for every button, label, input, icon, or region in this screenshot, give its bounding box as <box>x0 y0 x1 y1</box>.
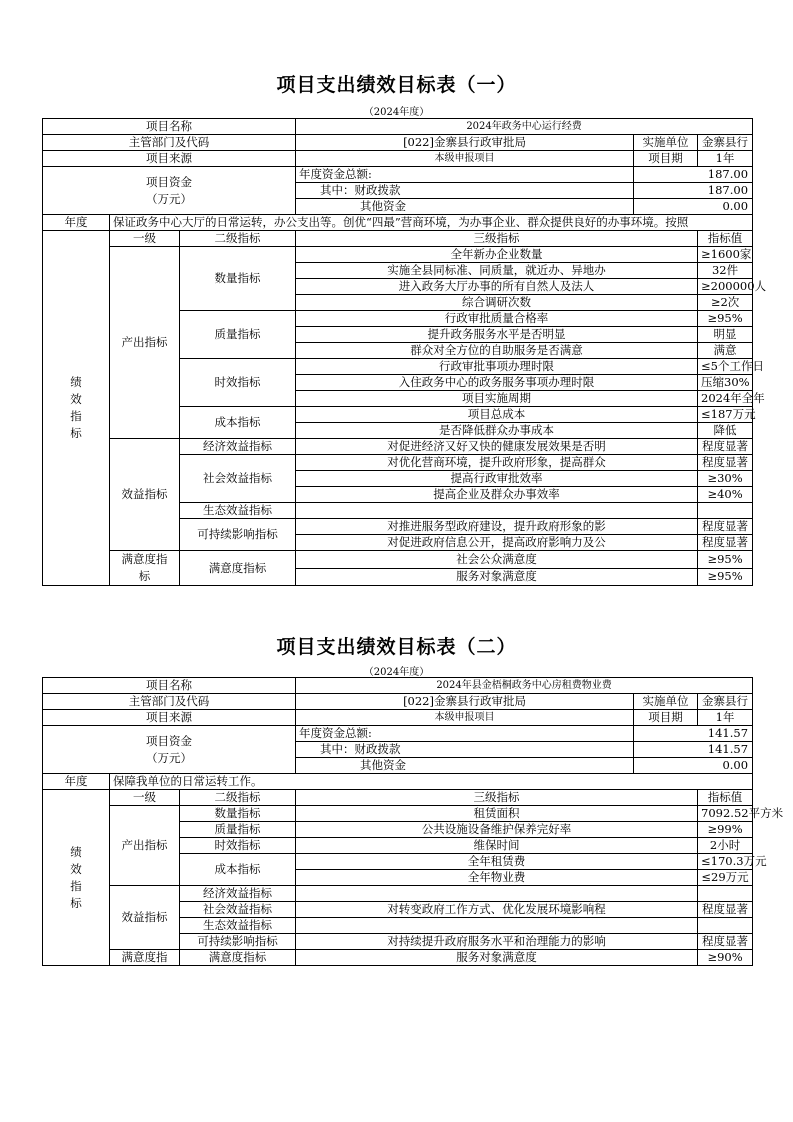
finance-value: 141.57 <box>634 742 753 758</box>
project-name-label: 项目名称 <box>43 119 296 135</box>
level1-output: 产出指标 <box>110 247 180 439</box>
period-value: 1年 <box>698 710 753 726</box>
indicator-value <box>698 918 753 934</box>
goal-label: 年度 <box>43 774 110 790</box>
table2 <box>42 677 784 966</box>
funds-label <box>43 167 296 215</box>
indicator <box>296 886 698 902</box>
total-value: 187.00 <box>634 167 753 183</box>
perf-label <box>43 231 110 586</box>
source-value: 本级申报项目 <box>296 151 634 167</box>
period-label: 项目期 <box>634 151 698 167</box>
indicator-value: 程度显著 <box>698 455 753 471</box>
perf-label-char: 标 <box>70 426 82 440</box>
table-row <box>43 886 753 902</box>
header-level2: 二级指标 <box>180 790 296 806</box>
perf-label <box>43 790 110 966</box>
level2-sustain: 可持续影响指标 <box>180 519 296 551</box>
indicator-value: 7092.52平方米 <box>698 806 753 822</box>
indicator-value: ≥95% <box>698 311 753 327</box>
perf-label-char: 指 <box>70 878 82 893</box>
indicator: 提高行政审批效率 <box>296 471 698 487</box>
other-label: 其他资金 <box>296 758 634 774</box>
table-row <box>43 151 753 167</box>
indicator-value: ≤29万元 <box>698 870 753 886</box>
indicator: 对推进服务型政府建设，提升政府形象的影 <box>296 519 698 535</box>
total-label: 年度资金总额: <box>296 726 634 742</box>
table-row <box>43 119 753 135</box>
indicator: 全年物业费 <box>296 870 698 886</box>
indicator-value: ≤170.3万元 <box>698 854 753 870</box>
level2-eco: 生态效益指标 <box>180 503 296 519</box>
level2-quantity: 数量指标 <box>180 247 296 311</box>
indicator-value: ≥1600家 <box>698 247 753 263</box>
level1-satisfaction-line1: 满意度指 <box>121 552 168 566</box>
impl-value: 金寨县行 <box>698 135 753 151</box>
table-row <box>43 231 753 247</box>
funds-label-line1: 项目资金 <box>146 733 193 748</box>
level1-satisfaction: 满意度指 <box>110 950 180 966</box>
indicator: 社会公众满意度 <box>296 551 698 569</box>
level2-econ: 经济效益指标 <box>180 439 296 455</box>
indicator-value: 降低 <box>698 423 753 439</box>
indicator: 综合调研次数 <box>296 295 698 311</box>
table1 <box>42 118 767 586</box>
indicator-value: ≥95% <box>698 568 753 586</box>
dept-value: [022]金寨县行政审批局 <box>296 135 634 151</box>
indicator-value: ≥2次 <box>698 295 753 311</box>
level2-eco: 生态效益指标 <box>180 918 296 934</box>
total-value: 141.57 <box>634 726 753 742</box>
indicator: 进入政务大厅办事的所有自然人及法人 <box>296 279 698 295</box>
level2-quality: 质量指标 <box>180 311 296 359</box>
level1-satisfaction <box>110 551 180 586</box>
other-value: 0.00 <box>634 199 753 215</box>
indicator: 租赁面积 <box>296 806 698 822</box>
header-level3: 三级指标 <box>296 790 698 806</box>
goal-text: 保障我单位的日常运转工作。 <box>110 774 753 790</box>
indicator-value: ≤187万元 <box>698 407 753 423</box>
indicator-value: ≥95% <box>698 551 753 569</box>
perf-label-char: 效 <box>70 392 82 406</box>
table-row <box>43 790 753 806</box>
indicator: 全年租赁费 <box>296 854 698 870</box>
header-level1: 一级 <box>110 231 180 247</box>
level2-quantity: 数量指标 <box>180 806 296 822</box>
indicator: 群众对全方位的自助服务是否满意 <box>296 343 698 359</box>
level2-social: 社会效益指标 <box>180 902 296 918</box>
level1-satisfaction-line2: 标 <box>138 569 151 583</box>
level2-cost: 成本指标 <box>180 407 296 439</box>
indicator: 实施全县同标准、同质量，就近办、异地办 <box>296 263 698 279</box>
finance-value: 187.00 <box>634 183 753 199</box>
funds-label <box>43 726 296 774</box>
indicator-value: ≤5个工作日 <box>698 359 753 375</box>
table-row <box>43 215 753 231</box>
dept-value: [022]金寨县行政审批局 <box>296 694 634 710</box>
indicator-value: ≥40% <box>698 487 753 503</box>
table-row <box>43 439 753 455</box>
finance-label: 其中：财政拨款 <box>296 742 634 758</box>
level2-social: 社会效益指标 <box>180 455 296 503</box>
indicator-value: ≥30% <box>698 471 753 487</box>
indicator-value: 压缩30% <box>698 375 753 391</box>
project-name: 2024年政务中心运行经费 <box>296 119 753 135</box>
source-label: 项目来源 <box>43 151 296 167</box>
indicator: 项目总成本 <box>296 407 698 423</box>
indicator: 对持续提升政府服务水平和治理能力的影响 <box>296 934 698 950</box>
goal-text: 保证政务中心大厅的日常运转，办公支出等。创优“四最”营商环境，为办事企业、群众提供良好的办事环境。按照 <box>110 215 753 231</box>
header-value: 指标值 <box>698 231 753 247</box>
impl-label: 实施单位 <box>634 135 698 151</box>
period-label: 项目期 <box>634 710 698 726</box>
header-level1: 一级 <box>110 790 180 806</box>
dept-label: 主管部门及代码 <box>43 135 296 151</box>
table-row <box>43 950 753 966</box>
header-value: 指标值 <box>698 790 753 806</box>
project-name-label: 项目名称 <box>43 678 296 694</box>
indicator: 对转变政府工作方式、优化发展环境影响程 <box>296 902 698 918</box>
table-row <box>43 678 753 694</box>
indicator-value: 程度显著 <box>698 535 753 551</box>
perf-label-char: 指 <box>70 409 82 423</box>
indicator-value: ≥99% <box>698 822 753 838</box>
table-row <box>43 551 753 569</box>
finance-label: 其中：财政拨款 <box>296 183 634 199</box>
level2-quality: 质量指标 <box>180 822 296 838</box>
indicator-value: ≥90% <box>698 950 753 966</box>
impl-value: 金寨县行 <box>698 694 753 710</box>
level2-econ: 经济效益指标 <box>180 886 296 902</box>
header-level3: 三级指标 <box>296 231 698 247</box>
indicator: 提高企业及群众办事效率 <box>296 487 698 503</box>
level2-cost: 成本指标 <box>180 854 296 886</box>
funds-label-line2: （万元） <box>146 750 193 765</box>
period-value: 1年 <box>698 151 753 167</box>
indicator-value: 明显 <box>698 327 753 343</box>
indicator-value: 32件 <box>698 263 753 279</box>
other-value: 0.00 <box>634 758 753 774</box>
table2-year: （2024年度） <box>363 667 430 678</box>
indicator-value: 满意 <box>698 343 753 359</box>
level2-time: 时效指标 <box>180 838 296 854</box>
indicator <box>296 918 698 934</box>
project-name: 2024年县金梧桐政务中心房租费物业费 <box>296 678 753 694</box>
indicator: 维保时间 <box>296 838 698 854</box>
indicator: 公共设施设备维护保养完好率 <box>296 822 698 838</box>
impl-label: 实施单位 <box>634 694 698 710</box>
indicator: 服务对象满意度 <box>296 568 698 586</box>
funds-label-line2: （万元） <box>146 191 193 206</box>
perf-label-char: 效 <box>70 861 82 876</box>
level2-time: 时效指标 <box>180 359 296 407</box>
indicator: 全年新办企业数量 <box>296 247 698 263</box>
indicator: 对促进经济又好又快的健康发展效果是否明 <box>296 439 698 455</box>
level2-satisfaction: 满意度指标 <box>180 950 296 966</box>
table2-title: 项目支出绩效目标表（二） <box>276 636 517 658</box>
indicator-value: 2小时 <box>698 838 753 854</box>
indicator-value <box>698 503 753 519</box>
table-row <box>43 167 753 183</box>
goal-label: 年度 <box>43 215 110 231</box>
table-row <box>43 710 753 726</box>
indicator: 是否降低群众办事成本 <box>296 423 698 439</box>
perf-label-char: 绩 <box>70 844 82 859</box>
table-row <box>43 806 753 822</box>
source-label: 项目来源 <box>43 710 296 726</box>
indicator: 对优化营商环境，提升政府形象，提高群众 <box>296 455 698 471</box>
indicator: 行政审批事项办理时限 <box>296 359 698 375</box>
indicator: 提升政务服务水平是否明显 <box>296 327 698 343</box>
perf-label-char: 绩 <box>70 375 82 389</box>
level1-benefit: 效益指标 <box>110 886 180 950</box>
perf-label-char: 标 <box>70 895 82 910</box>
table-row <box>43 135 753 151</box>
indicator-value: 程度显著 <box>698 902 753 918</box>
dept-label: 主管部门及代码 <box>43 694 296 710</box>
other-label: 其他资金 <box>296 199 634 215</box>
table1-title: 项目支出绩效目标表（一） <box>276 74 517 96</box>
funds-label-line1: 项目资金 <box>146 174 193 189</box>
total-label: 年度资金总额: <box>296 167 634 183</box>
level2-satisfaction: 满意度指标 <box>180 551 296 586</box>
indicator: 行政审批质量合格率 <box>296 311 698 327</box>
indicator <box>296 503 698 519</box>
indicator: 服务对象满意度 <box>296 950 698 966</box>
table1-year: （2024年度） <box>363 107 430 118</box>
table-row <box>43 774 753 790</box>
indicator-value <box>698 886 753 902</box>
indicator: 对促进政府信息公开，提高政府影响力及公 <box>296 535 698 551</box>
level1-output: 产出指标 <box>110 806 180 886</box>
level2-sustain: 可持续影响指标 <box>180 934 296 950</box>
level1-benefit: 效益指标 <box>110 439 180 551</box>
table-row <box>43 694 753 710</box>
indicator-value: ≥200000人 <box>698 279 753 295</box>
indicator-value: 程度显著 <box>698 519 753 535</box>
indicator: 入住政务中心的政务服务事项办理时限 <box>296 375 698 391</box>
header-level2: 二级指标 <box>180 231 296 247</box>
table-row <box>43 726 753 742</box>
indicator-value: 程度显著 <box>698 934 753 950</box>
indicator-value: 程度显著 <box>698 439 753 455</box>
table-row <box>43 247 753 263</box>
source-value: 本级申报项目 <box>296 710 634 726</box>
indicator-value: 2024年全年 <box>698 391 753 407</box>
indicator: 项目实施周期 <box>296 391 698 407</box>
